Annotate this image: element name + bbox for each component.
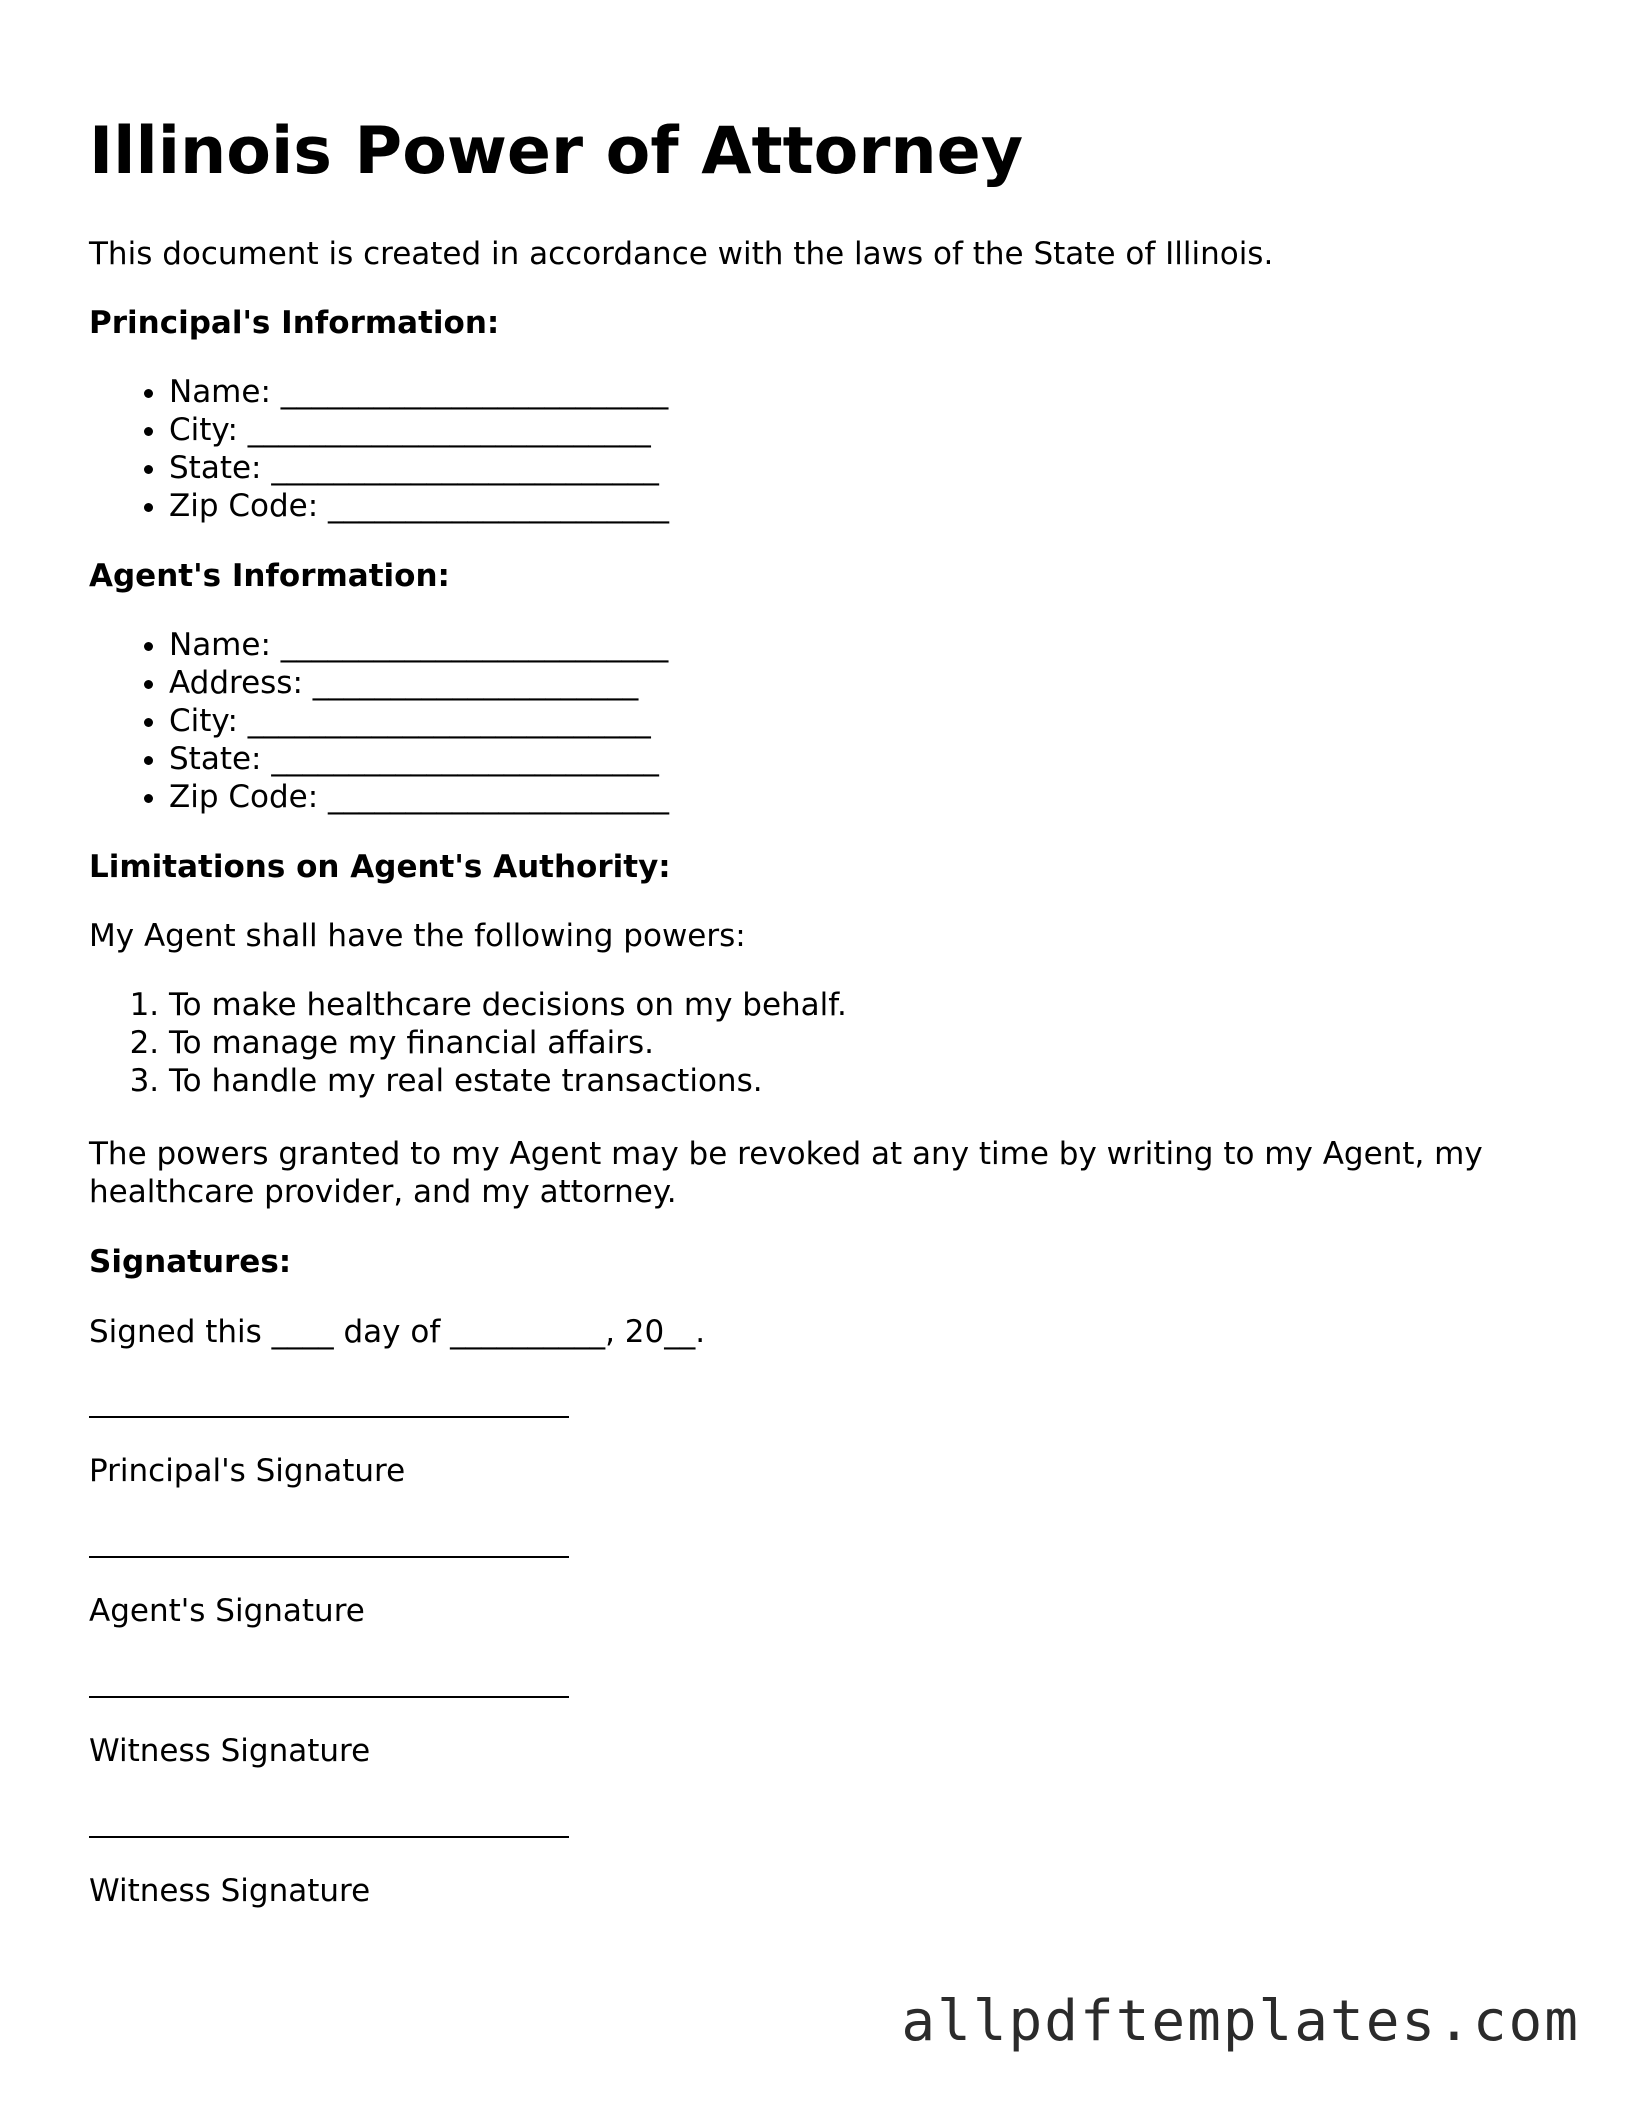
revocation-text: The powers granted to my Agent may be revoked at any time by writing to my Agent, my healthcare provider, and my attorney. <box>89 1136 1483 1210</box>
agent-fields-list <box>89 626 669 816</box>
witness-signature-label: Witness Signature <box>89 1733 371 1769</box>
agent-signature-label: Agent's Signature <box>89 1593 365 1629</box>
signed-date-line: Signed this ____ day of __________, 20__. <box>89 1314 706 1350</box>
principal-city-field: • City: __________________________ <box>169 411 669 449</box>
agent-heading: Agent's Information: <box>89 558 450 594</box>
document-title: Illinois Power of Attorney <box>89 114 1024 189</box>
agent-city-field: • City: __________________________ <box>169 702 669 740</box>
principal-fields-list <box>89 373 669 525</box>
agent-state-field: • State: _________________________ <box>169 740 669 778</box>
principal-heading: Principal's Information: <box>89 305 500 341</box>
principal-zip-field: • Zip Code: ______________________ <box>169 487 669 525</box>
power-item: 1. To make healthcare decisions on my behalf. <box>169 986 847 1024</box>
limitations-heading: Limitations on Agent's Authority: <box>89 849 671 885</box>
principal-state-field: • State: _________________________ <box>169 449 669 487</box>
intro-text: This document is created in accordance with the laws of the State of Illinois. <box>89 236 1274 272</box>
limitations-lead: My Agent shall have the following powers: <box>89 918 746 954</box>
witness-signature-label: Witness Signature <box>89 1873 371 1909</box>
witness-signature-line <box>89 1696 569 1698</box>
agent-name-field: • Name: _________________________ <box>169 626 669 664</box>
watermark-logo: allpdftemplates.com <box>901 1989 1580 2054</box>
power-item: 2. To manage my financial affairs. <box>169 1024 847 1062</box>
principal-signature-label: Principal's Signature <box>89 1453 406 1489</box>
agent-zip-field: • Zip Code: ______________________ <box>169 778 669 816</box>
agent-address-field: • Address: _____________________ <box>169 664 669 702</box>
signatures-heading: Signatures: <box>89 1244 292 1280</box>
powers-list <box>89 986 847 1100</box>
power-item: 3. To handle my real estate transactions. <box>169 1062 847 1100</box>
principal-signature-line <box>89 1416 569 1418</box>
witness-signature-line <box>89 1836 569 1838</box>
principal-name-field: • Name: _________________________ <box>169 373 669 411</box>
agent-signature-line <box>89 1556 569 1558</box>
